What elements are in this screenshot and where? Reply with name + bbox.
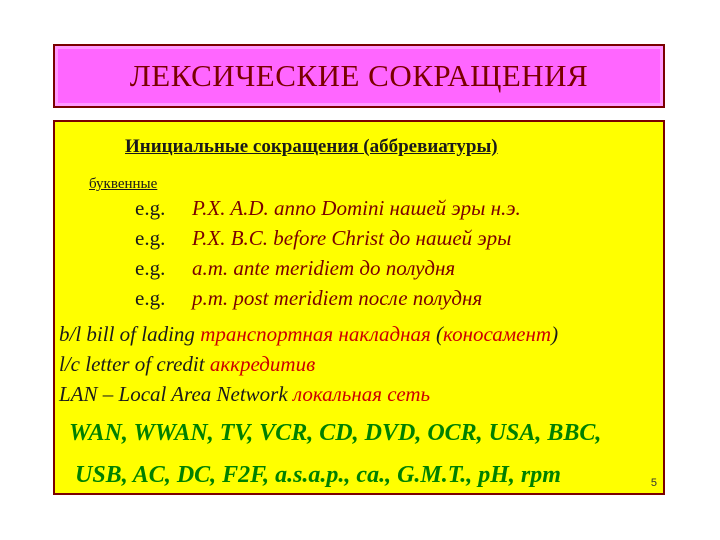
definition-en: l/c letter of credit bbox=[59, 352, 210, 376]
subtitle: Инициальные сокращения (аббревиатуры) bbox=[125, 136, 498, 157]
abbreviation-list-1: WAN, WWAN, TV, VCR, CD, DVD, OCR, USA, BBC, bbox=[69, 420, 602, 446]
slide-number: 5 bbox=[650, 477, 657, 489]
category-label: буквенные bbox=[89, 176, 158, 192]
definition-en: ( bbox=[430, 322, 444, 346]
example-label: e.g. bbox=[135, 256, 166, 280]
definition-ru: коносамент bbox=[443, 322, 552, 346]
content-box bbox=[53, 120, 665, 495]
definition-ru: транспортная накладная bbox=[200, 322, 431, 346]
slide-title-box bbox=[53, 44, 665, 108]
example-text: a.m. ante meridiem до полудня bbox=[192, 256, 456, 280]
example-text: P.X. A.D. anno Domini нашей эры н.э. bbox=[192, 196, 521, 220]
definition-en: LAN – Local Area Network bbox=[59, 382, 293, 406]
example-text: p.m. post meridiem после полудня bbox=[192, 286, 483, 310]
example-label: e.g. bbox=[135, 286, 166, 310]
definition-line bbox=[59, 382, 430, 407]
example-text: P.X. B.C. before Christ до нашей эры bbox=[192, 226, 512, 250]
slide-title: ЛЕКСИЧЕСКИЕ СОКРАЩЕНИЯ bbox=[129, 58, 589, 93]
definition-line bbox=[59, 322, 558, 347]
definition-line bbox=[59, 352, 315, 377]
example-label: e.g. bbox=[135, 226, 166, 250]
definition-ru: аккредитив bbox=[209, 352, 316, 376]
example-label: e.g. bbox=[135, 196, 166, 220]
definition-ru: локальная сеть bbox=[292, 382, 431, 406]
definition-en: ) bbox=[551, 322, 559, 346]
definition-en: b/l bill of lading bbox=[59, 322, 201, 346]
abbreviation-list-2: USB, AC, DC, F2F, a.s.a.p., ca., G.M.T., pH, rpm bbox=[75, 462, 561, 488]
